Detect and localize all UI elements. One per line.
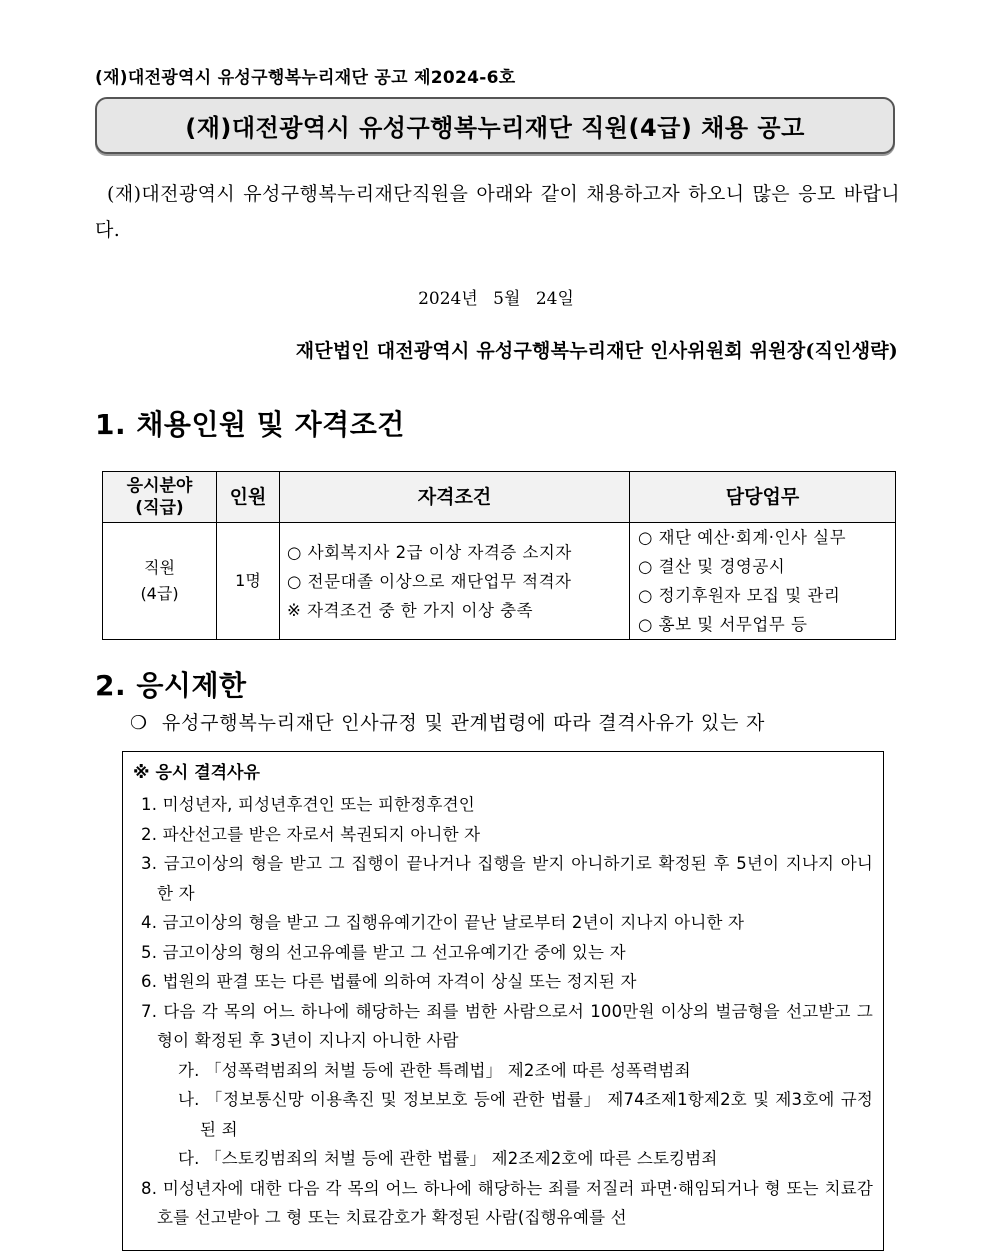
header-duties: 담당업무 bbox=[630, 472, 896, 523]
qualification-item: ※ 자격조건 중 한 가지 이상 충족 bbox=[287, 600, 534, 620]
cell-field-line1: 직원 bbox=[144, 558, 175, 577]
list-item: 5. 금고이상의 형의 선고유예를 받고 그 선고유예기간 중에 있는 자 bbox=[141, 942, 626, 962]
disqualification-heading: ※ 응시 결격사유 bbox=[133, 763, 260, 783]
announcement-title-box bbox=[95, 97, 895, 154]
duty-item: ○ 정기후원자 모집 및 관리 bbox=[638, 586, 841, 605]
restriction-text: 유성구행복누리재단 인사규정 및 관계법령에 따라 결격사유가 있는 자 bbox=[161, 712, 766, 734]
signer: 재단법인 대전광역시 유성구행복누리재단 인사위원회 위원장(직인생략) bbox=[295, 340, 898, 362]
qualification-item: ○ 전문대졸 이상으로 재단업무 적격자 bbox=[287, 571, 572, 591]
bullet-circle-icon: ❍ bbox=[130, 712, 148, 734]
sub-list-item: 다. 「스토킹범죄의 처벌 등에 관한 법률」 제2조제2호에 따른 스토킹범죄 bbox=[178, 1149, 718, 1168]
cell-count: 1명 bbox=[217, 523, 280, 640]
section1-heading: 1. 채용인원 및 자격조건 bbox=[95, 408, 405, 441]
notice-number: (재)대전광역시 유성구행복누리재단 공고 제2024-6호 bbox=[95, 68, 516, 88]
header-count: 인원 bbox=[217, 472, 280, 523]
list-item: 6. 법원의 판결 또는 다른 법률에 의하여 자격이 상실 또는 정지된 자 bbox=[141, 972, 637, 991]
announcement-date: 2024년 5월 24일 bbox=[418, 289, 574, 309]
list-item: 4. 금고이상의 형을 받고 그 집행유예기간이 끝난 날로부터 2년이 지나지 아니한 자 bbox=[141, 913, 745, 932]
header-field bbox=[103, 472, 217, 523]
sub-list-item: 가. 「성폭력범죄의 처벌 등에 관한 특례법」 제2조에 따른 성폭력범죄 bbox=[178, 1060, 691, 1080]
qualification-table bbox=[102, 471, 896, 640]
disqualification-list bbox=[123, 790, 883, 1233]
intro-paragraph: (재)대전광역시 유성구행복누리재단직원을 아래와 같이 채용하고자 하오니 많은 응모 바랍니다. bbox=[95, 183, 900, 241]
disqualification-box bbox=[122, 751, 884, 1251]
announcement-title: (재)대전광역시 유성구행복누리재단 직원(4급) 채용 공고 bbox=[185, 114, 805, 142]
restriction-bullet bbox=[130, 708, 765, 735]
table-header-row bbox=[103, 472, 896, 523]
sub-list-item: 나. 「정보통신망 이용촉진 및 정보보호 등에 관한 법률」 제74조제1항제2호 및 제3호에 규정된 죄 bbox=[178, 1090, 873, 1139]
cell-qualifications bbox=[280, 523, 630, 640]
cell-field bbox=[103, 523, 217, 640]
table-row bbox=[103, 523, 896, 640]
section2-heading: 2. 응시제한 bbox=[95, 669, 247, 702]
header-qualifications: 자격조건 bbox=[280, 472, 630, 523]
header-field-line1: 응시분야 bbox=[126, 476, 193, 496]
cell-duties bbox=[630, 523, 896, 640]
list-item: 7. 다음 각 목의 어느 하나에 해당하는 죄를 범한 사람으로서 100만원 이상의 벌금형을 선고받고 그 형이 확정된 후 3년이 지나지 아니한 사람 bbox=[141, 1001, 873, 1050]
list-item: 8. 미성년자에 대한 다음 각 목의 어느 하나에 해당하는 죄를 저질러 파면·해임되거나 형 또는 치료감호를 선고받아 그 형 또는 치료감호가 확정된 사람(집행유예를 선 bbox=[141, 1178, 873, 1227]
duty-item: ○ 홍보 및 서무업무 등 bbox=[638, 615, 808, 634]
list-item: 1. 미성년자, 피성년후견인 또는 피한정후견인 bbox=[141, 795, 475, 814]
qualification-item: ○ 사회복지사 2급 이상 자격증 소지자 bbox=[287, 542, 572, 562]
list-item: 3. 금고이상의 형을 받고 그 집행이 끝나거나 집행을 받지 아니하기로 확정된 후 5년이 지나지 아니한 자 bbox=[141, 854, 873, 903]
header-field-line2: (직급) bbox=[135, 498, 184, 518]
cell-field-line2: (4급) bbox=[140, 584, 179, 603]
list-item: 2. 파산선고를 받은 자로서 복권되지 아니한 자 bbox=[141, 824, 481, 844]
duty-item: ○ 결산 및 경영공시 bbox=[638, 557, 786, 576]
duty-item: ○ 재단 예산·회계·인사 실무 bbox=[638, 528, 847, 547]
